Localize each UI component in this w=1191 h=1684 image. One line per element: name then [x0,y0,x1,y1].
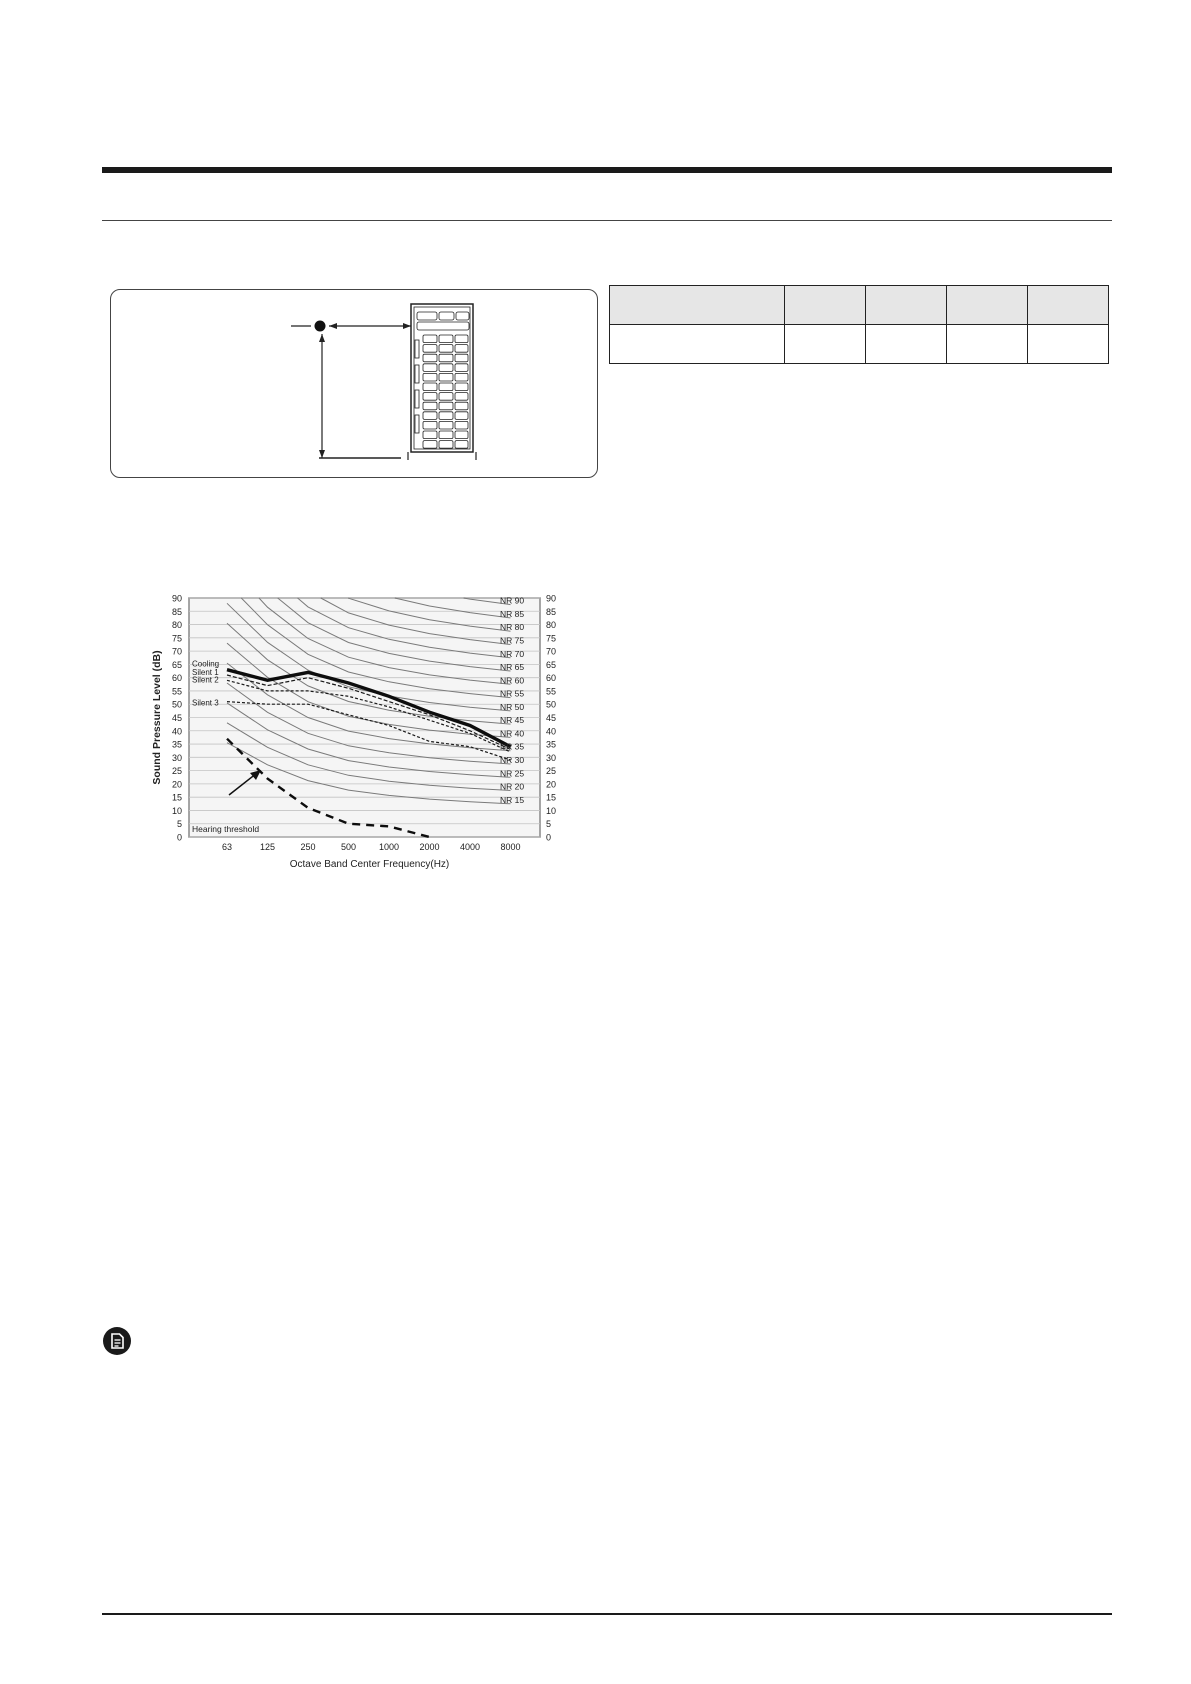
table-header-row [610,286,1109,325]
measurement-diagram [110,289,598,478]
microphone-point [315,321,326,332]
table-cell [785,286,866,325]
y-tick-label: 45 [171,713,182,723]
y-tick-label: 85 [546,606,557,617]
y-tick-label: 70 [546,646,557,657]
y-tick-label: 15 [546,792,557,803]
x-axis-label: Octave Band Center Frequency(Hz) [289,859,450,870]
x-tick-label: 63 [221,842,233,852]
y-tick-label: 55 [546,686,557,697]
y-tick-label: 30 [171,752,182,763]
table-cell [947,325,1028,364]
nr-curve-label: NR 25 [500,768,525,779]
x-tick-label: 500 [340,842,357,852]
y-tick-label: 0 [546,832,552,843]
y-tick-label: 35 [171,739,182,750]
nr-curve-label: NR 20 [500,781,525,792]
nr-curve-label: NR 35 [500,741,525,752]
nr-curve-label: NR 85 [500,608,525,619]
y-tick-label: 75 [171,633,182,644]
nr-curve-label: NR 40 [500,728,525,739]
x-tick-label: 250 [300,842,316,852]
y-tick-label: 65 [171,659,182,670]
nr-curve-label: NR 55 [500,688,525,699]
x-tick-label: 4000 [459,842,481,852]
nr-curve-label: NR 75 [500,635,525,646]
y-tick-label: 5 [546,819,552,830]
nr-curve-label: NR 90 [500,595,525,606]
table-row [610,325,1109,364]
y-tick-label: 20 [546,779,557,790]
y-tick-label: 45 [546,713,557,723]
table-cell [610,286,785,325]
series-label: Silent 1 [192,668,219,678]
header-thin-rule [102,220,1112,221]
outdoor-unit [408,304,476,460]
x-tick-label: 8000 [500,842,521,852]
series-label: Cooling [192,659,220,669]
nr-curve-label: NR 45 [500,715,525,726]
nr-curve-label: NR 50 [500,701,525,712]
y-tick-label: 65 [546,659,557,670]
footer-rule [102,1613,1112,1615]
y-tick-label: 15 [171,792,182,803]
y-tick-label: 40 [171,726,182,737]
y-tick-label: 10 [171,805,182,816]
y-tick-label: 30 [546,752,557,763]
series-label: Silent 2 [192,675,219,685]
header-thick-rule [102,167,1112,173]
y-tick-label: 60 [171,673,182,684]
y-tick-label: 60 [546,673,557,684]
y-tick-label: 50 [171,699,182,710]
nr-curve-label: NR 60 [500,675,525,686]
y-tick-label: 40 [546,726,557,737]
nr-curve-label: NR 65 [500,662,525,673]
series-label: Silent 3 [192,698,219,708]
y-tick-label: 70 [171,646,182,657]
table-cell [1028,325,1109,364]
y-tick-label: 80 [171,620,182,631]
y-axis-label: Sound Pressure Level (dB) [151,650,163,785]
table-cell [866,286,947,325]
nr-curve-label: NR 15 [500,794,525,805]
y-tick-label: 10 [546,805,557,816]
x-tick-label: 125 [259,842,276,852]
y-tick-label: 80 [546,620,557,631]
sound-spec-table [609,285,1109,364]
nr-curve-label: NR 70 [500,648,525,659]
y-tick-label: 0 [176,832,182,843]
series-label: Hearing threshold [192,824,260,834]
x-tick-label: 1000 [378,842,400,852]
table-cell [866,325,947,364]
y-tick-label: 90 [546,593,557,604]
table-cell [785,325,866,364]
nr-curve-label: NR 80 [500,622,525,633]
y-tick-label: 5 [176,819,182,830]
x-tick-label: 2000 [419,842,440,852]
noise-criteria-chart [140,592,600,887]
table-cell [947,286,1028,325]
y-tick-label: 25 [546,766,557,777]
y-tick-label: 50 [546,699,557,710]
y-tick-label: 85 [171,606,182,617]
y-tick-label: 75 [546,633,557,644]
y-tick-label: 20 [171,779,182,790]
y-tick-label: 90 [171,593,182,604]
table-cell [610,325,785,364]
y-tick-label: 25 [171,766,182,777]
nr-curve-label: NR 30 [500,754,525,765]
note-icon [103,1327,131,1355]
table-cell [1028,286,1109,325]
y-tick-label: 55 [171,686,182,697]
noise-chart-svg [140,592,600,882]
y-tick-label: 35 [546,739,557,750]
